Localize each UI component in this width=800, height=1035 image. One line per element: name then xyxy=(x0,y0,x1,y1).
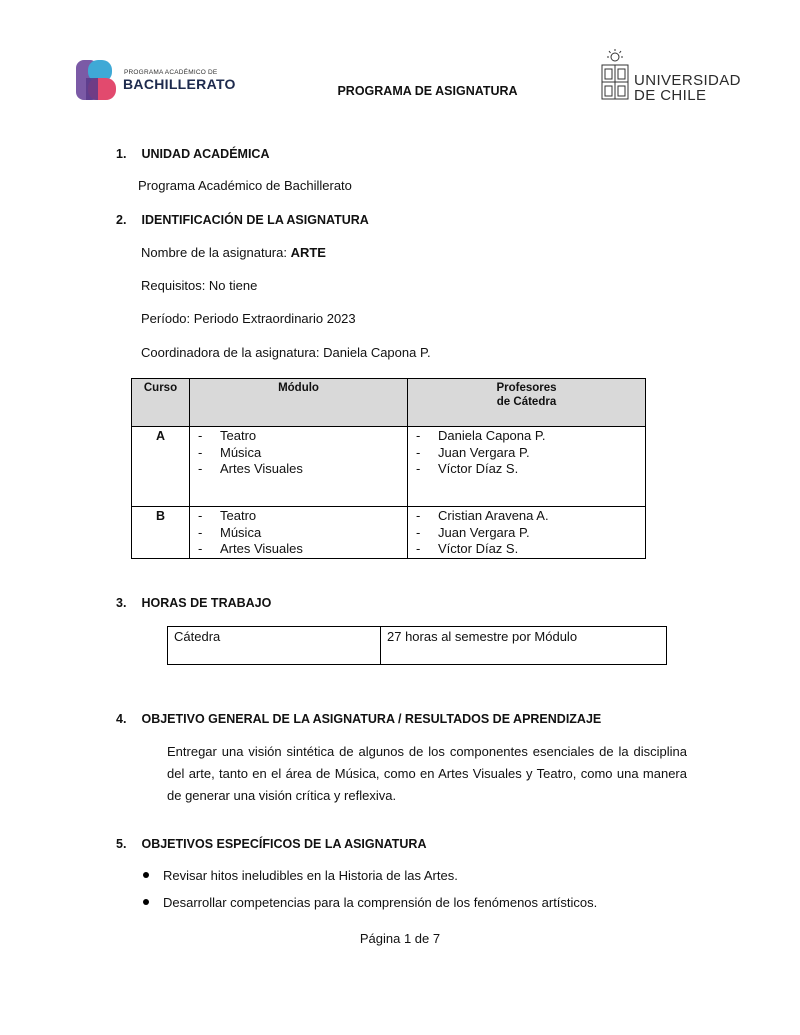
curso-cell: A xyxy=(132,427,190,507)
nombre-asignatura-line xyxy=(141,245,326,260)
section-3-number: 3. xyxy=(116,596,127,610)
modulo-list xyxy=(190,428,407,478)
header-profesores xyxy=(408,379,646,427)
document-title: PROGRAMA DE ASIGNATURA xyxy=(337,84,518,98)
profesores-list xyxy=(408,428,645,478)
list-item: - Víctor Díaz S. xyxy=(408,461,645,478)
page-number: Página 1 de 7 xyxy=(359,931,441,946)
bachillerato-logo-mark-icon xyxy=(76,60,120,102)
list-item: - Víctor Díaz S. xyxy=(408,541,645,558)
section-2-title: IDENTIFICACIÓN DE LA ASIGNATURA xyxy=(141,213,369,227)
list-item: - Daniela Capona P. xyxy=(408,428,645,445)
list-item: - Música xyxy=(190,445,407,462)
horas-value-cell: 27 horas al semestre por Módulo xyxy=(381,627,667,665)
list-item: - Teatro xyxy=(190,428,407,445)
curso-table-header-row xyxy=(132,379,646,427)
curso-cell: B xyxy=(132,507,190,559)
header-profesores-line1: Profesores xyxy=(496,382,557,394)
section-2-number: 2. xyxy=(116,213,127,227)
horas-label-cell: Cátedra xyxy=(168,627,381,665)
bachillerato-logo xyxy=(76,60,246,102)
list-item: - Música xyxy=(190,525,407,542)
profesores-cell xyxy=(408,507,646,559)
logo-right-line1: UNIVERSIDAD xyxy=(634,72,741,89)
list-item: - Artes Visuales xyxy=(190,461,407,478)
logo-right-line2: DE CHILE xyxy=(634,87,707,104)
profesores-cell xyxy=(408,427,646,507)
curso-table xyxy=(131,378,646,559)
section-1-heading xyxy=(116,147,270,161)
bullet-text: Revisar hitos ineludibles en la Historia de las Artes. xyxy=(163,868,458,883)
list-item: - Juan Vergara P. xyxy=(408,525,645,542)
modulo-cell xyxy=(190,427,408,507)
list-item: - Cristian Aravena A. xyxy=(408,508,645,525)
nombre-asignatura-label: Nombre de la asignatura: xyxy=(141,245,291,260)
bullet-text: Desarrollar competencias para la comprensión de los fenómenos artísticos. xyxy=(163,895,598,910)
modulo-list xyxy=(190,508,407,558)
objetivo-general-text: Entregar una visión sintética de algunos de los componentes esenciales de la disciplina del arte, tanto en el área de Música, como en Artes Visuales y Teatro, como una manera de generar una visión crítica y reflexiva. xyxy=(167,744,687,803)
profesores-list xyxy=(408,508,645,558)
logo-left-big-text: BACHILLERATO xyxy=(123,76,236,92)
bullet-icon xyxy=(143,872,149,878)
table-row xyxy=(168,627,667,665)
section-5-number: 5. xyxy=(116,837,127,851)
bullet-icon xyxy=(143,899,149,905)
section-5-title: OBJETIVOS ESPECÍFICOS DE LA ASIGNATURA xyxy=(141,837,427,851)
section-1-title: UNIDAD ACADÉMICA xyxy=(141,147,270,161)
universidad-de-chile-logo xyxy=(600,48,740,104)
section-4-number: 4. xyxy=(116,712,127,726)
header-curso-text: Curso xyxy=(143,382,178,394)
section-3-heading xyxy=(116,596,271,610)
list-item: - Artes Visuales xyxy=(190,541,407,558)
nombre-asignatura-value: ARTE xyxy=(290,245,326,260)
header-profesores-text xyxy=(408,379,645,409)
section-5-heading xyxy=(116,837,426,851)
table-row xyxy=(132,507,646,559)
horas-table xyxy=(167,626,667,665)
coordinadora-line: Coordinadora de la asignatura: Daniela Capona P. xyxy=(141,345,431,360)
list-item: - Juan Vergara P. xyxy=(408,445,645,462)
university-crest-icon xyxy=(600,48,630,104)
section-4-title: OBJETIVO GENERAL DE LA ASIGNATURA / RESULTADOS DE APRENDIZAJE xyxy=(141,712,602,726)
section-1-number: 1. xyxy=(116,147,127,161)
logo-left-small-text: PROGRAMA ACADÉMICO DE xyxy=(124,69,218,76)
section-4-heading xyxy=(116,712,601,726)
modulo-cell xyxy=(190,507,408,559)
header-curso xyxy=(132,379,190,427)
header-modulo-text: Módulo xyxy=(278,382,319,394)
header-profesores-line2: de Cátedra xyxy=(496,396,557,408)
header-modulo xyxy=(190,379,408,427)
list-item xyxy=(143,895,597,910)
section-2-heading xyxy=(116,213,369,227)
list-item: - Teatro xyxy=(190,508,407,525)
requisitos-line: Requisitos: No tiene xyxy=(141,278,258,293)
list-item xyxy=(143,868,458,883)
table-row xyxy=(132,427,646,507)
periodo-line: Período: Periodo Extraordinario 2023 xyxy=(141,311,356,326)
section-3-title: HORAS DE TRABAJO xyxy=(141,596,272,610)
unidad-academica-text: Programa Académico de Bachillerato xyxy=(138,178,352,193)
